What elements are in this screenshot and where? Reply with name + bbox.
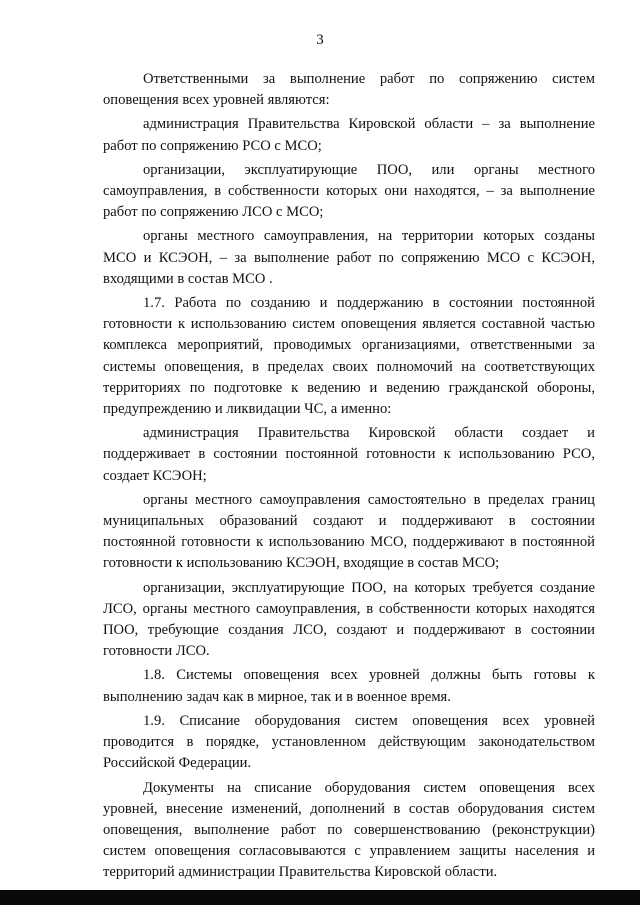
paragraph-responsible: Ответственными за выполнение работ по сопряжению систем оповещения всех уровней являются:: [103, 71, 595, 109]
paragraph-organizations-lso: организации, эксплуатирующие ПОО, или органы местного самоуправления, в собственности которых они находятся, – за выполнение работ по сопряжению ЛСО с МСО;: [103, 161, 595, 221]
paragraph-admin-creates: администрация Правительства Кировской области создает и поддерживает в состоянии постоянной готовности к использованию РСО, создает КСЭОН;: [103, 425, 595, 484]
paragraph-documents: Документы на списание оборудования систем оповещения всех уровней, внесение изменений, дополнений в состав оборудования систем оповещения, выполнение работ по совершенствованию (реконструкции) систем оповещения согласовываются с управлением защиты населения и территорий администрации Правительства Кировской области.: [103, 779, 595, 881]
paragraph-1-9: 1.9. Списание оборудования систем оповещения всех уровней проводится в порядке, установленном действующим законодательством Российской Федерации.: [103, 712, 595, 772]
paragraph-admin-rso: администрация Правительства Кировской области – за выполнение работ по сопряжению РСО с МСО;: [103, 116, 595, 154]
paragraph-organizations-creates: организации, эксплуатирующие ПОО, на которых требуется создание ЛСО, органы местного самоуправления, в собственности которых находятся ПОО, требующие создания ЛСО, создают и поддерживают в состоянии готовности ЛСО.: [103, 579, 595, 660]
paragraph-1-8: 1.8. Системы оповещения всех уровней должны быть готовы к выполнению задач как в мирное, так и в военное время.: [103, 667, 595, 705]
scan-edge-bar: [0, 890, 640, 905]
page-number: 3: [316, 32, 324, 48]
paragraph-1-7: 1.7. Работа по созданию и поддержанию в состоянии постоянной готовности к использованию систем оповещения является составной частью комплекса мероприятий, проводимых организациями, ответственными за системы оповещения, в пределах своих полномочий на соответствующих территориях по подготовке к ведению и ведению гражданской обороны, предупреждению и ликвидации ЧС, а именно:: [103, 295, 595, 418]
paragraph-local-creates: органы местного самоуправления самостоятельно в пределах границ муниципальных образований создают и поддерживают в состоянии постоянной готовности к использованию МСО, поддерживают в постоянной готовности к использованию КСЭОН, входящие в состав МСО;: [103, 491, 595, 572]
document-body: [103, 69, 595, 887]
paragraph-local-ksaon: органы местного самоуправления, на территории которых созданы МСО и КСЭОН, – за выполнение работ по сопряжению МСО с КСЭОН, входящими в состав МСО .: [103, 228, 595, 287]
